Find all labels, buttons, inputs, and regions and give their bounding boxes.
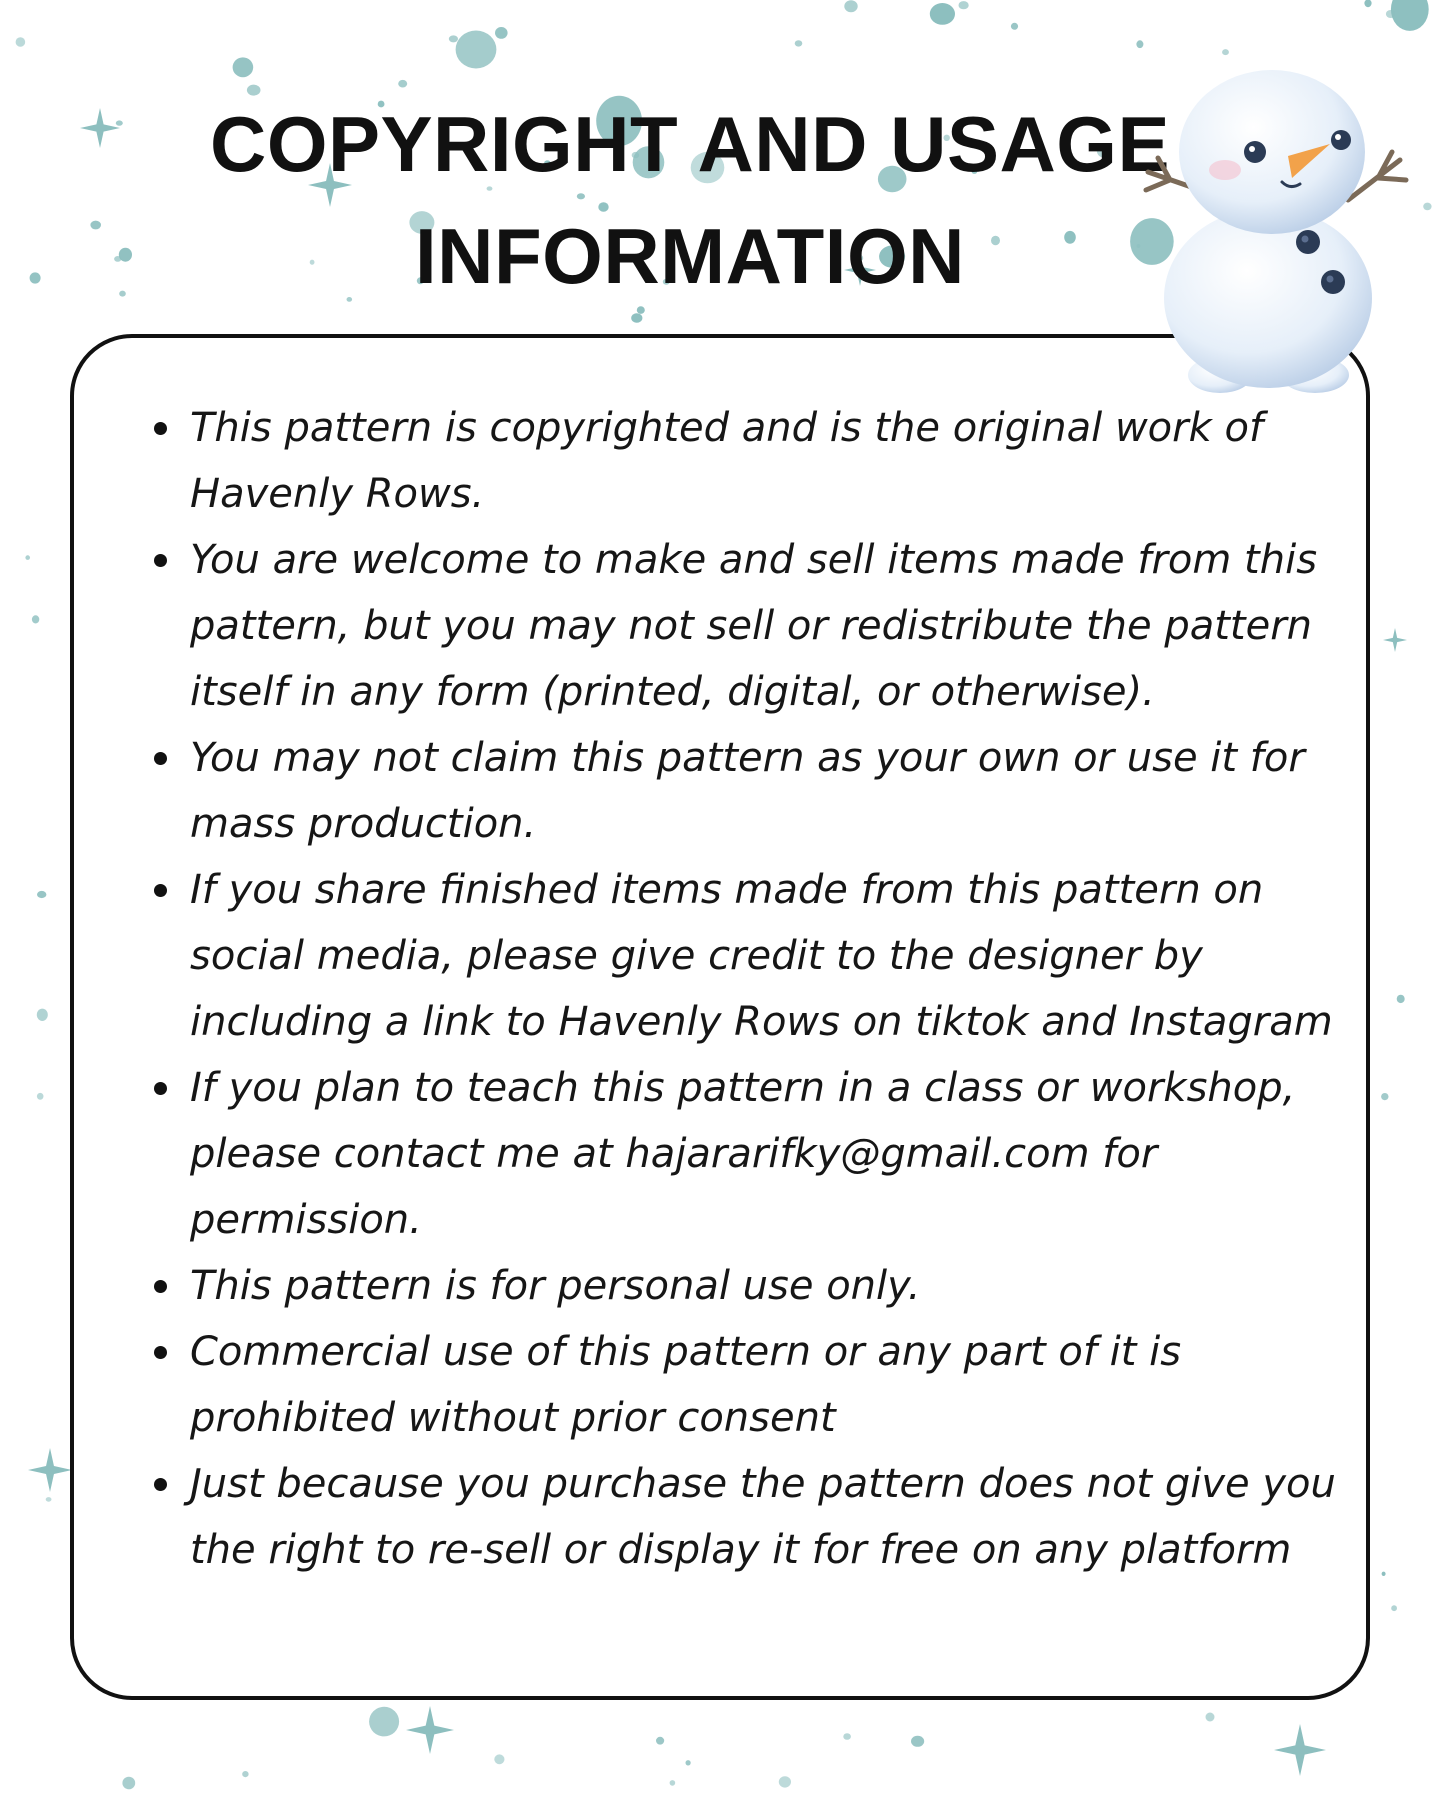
snow-speckle	[1423, 203, 1431, 211]
rule-text: You may not claim this pattern as your own or use it for mass production.	[190, 735, 1305, 847]
snow-speckle	[122, 1777, 135, 1790]
snow-speckle	[1391, 0, 1429, 31]
snow-speckle	[119, 291, 126, 297]
bullet-icon	[154, 884, 167, 897]
snow-speckle	[1391, 1605, 1397, 1611]
bullet-icon	[154, 1280, 167, 1293]
bullet-icon	[154, 752, 167, 765]
rule-item	[146, 857, 1346, 1055]
snow-speckle	[686, 1760, 691, 1765]
rule-item	[146, 1451, 1346, 1583]
rule-item	[146, 1055, 1346, 1253]
rule-text: You are welcome to make and sell items made from this pattern, but you may not sell or redistribute the pattern itself in any form (printed, digital, or otherwise).	[190, 537, 1318, 715]
snow-speckle	[795, 40, 803, 46]
snow-speckle	[1386, 10, 1395, 18]
snow-speckle	[1381, 1093, 1388, 1100]
rule-item	[146, 527, 1346, 725]
snow-speckle	[16, 37, 26, 47]
sparkle-icon	[80, 108, 120, 148]
snow-speckle	[32, 615, 39, 623]
snow-speckle	[670, 1780, 676, 1786]
snow-speckle	[1206, 1713, 1215, 1722]
snow-speckle	[911, 1736, 924, 1747]
snow-speckle	[495, 27, 508, 39]
snow-speckle	[959, 1, 969, 9]
sparkle-icon	[1274, 1724, 1326, 1776]
bullet-icon	[154, 554, 167, 567]
title-line-1: COPYRIGHT AND USAGE	[209, 100, 1170, 188]
snow-speckle	[656, 1737, 664, 1745]
snow-speckle	[25, 555, 30, 560]
bullet-icon	[154, 422, 167, 435]
rule-text: If you plan to teach this pattern in a class or workshop, please contact me at hajararifky@gmail.com for permission.	[190, 1065, 1296, 1243]
snow-speckle	[1382, 1572, 1386, 1576]
rule-text: This pattern is for personal use only.	[190, 1263, 921, 1309]
rule-text: This pattern is copyrighted and is the original work of Havenly Rows.	[190, 405, 1264, 517]
snow-speckle	[494, 1754, 504, 1764]
sparkle-icon	[406, 1706, 454, 1754]
title-line-2: INFORMATION	[415, 212, 965, 300]
snow-speckle	[930, 3, 955, 25]
snow-speckle	[46, 1497, 52, 1502]
rule-item	[146, 1319, 1346, 1451]
rule-text: If you share finished items made from this pattern on social media, please give credit to the designer by including a link to Havenly Rows on tiktok and Instagram	[190, 867, 1333, 1045]
sparkle-icon	[28, 1448, 72, 1492]
snow-speckle	[1364, 0, 1371, 7]
sparkle-icon	[1383, 628, 1407, 652]
rule-text: Commercial use of this pattern or any part of it is prohibited without prior consent	[190, 1329, 1182, 1441]
snow-speckle	[456, 31, 497, 69]
rule-item	[146, 1253, 1346, 1319]
bullet-icon	[154, 1082, 167, 1095]
snow-speckle	[779, 1776, 791, 1787]
rule-item	[146, 725, 1346, 857]
bullet-icon	[154, 1346, 167, 1359]
snow-speckle	[398, 80, 407, 88]
snow-speckle	[37, 1093, 44, 1100]
rule-item	[146, 395, 1346, 527]
rule-text: Just because you purchase the pattern does not give you the right to re-sell or display it for free on any platform	[190, 1461, 1336, 1573]
snow-speckle	[242, 1771, 248, 1777]
snow-speckle	[37, 1009, 48, 1021]
snow-speckle	[90, 221, 101, 230]
snow-speckle	[844, 0, 857, 12]
snow-speckle	[1397, 995, 1405, 1003]
snow-speckle	[30, 272, 41, 283]
snow-speckle	[449, 35, 458, 42]
snow-speckle	[233, 57, 254, 77]
bullet-icon	[154, 1478, 167, 1491]
snowman-icon	[1130, 40, 1420, 400]
snow-speckle	[631, 313, 642, 323]
page-title	[130, 88, 1250, 312]
snow-speckle	[1011, 23, 1018, 30]
snow-speckle	[369, 1707, 399, 1737]
snow-speckle	[114, 256, 121, 262]
usage-rules-list	[146, 395, 1346, 1583]
snow-speckle	[116, 120, 123, 125]
snow-speckle	[843, 1733, 851, 1740]
snow-speckle	[37, 891, 46, 898]
